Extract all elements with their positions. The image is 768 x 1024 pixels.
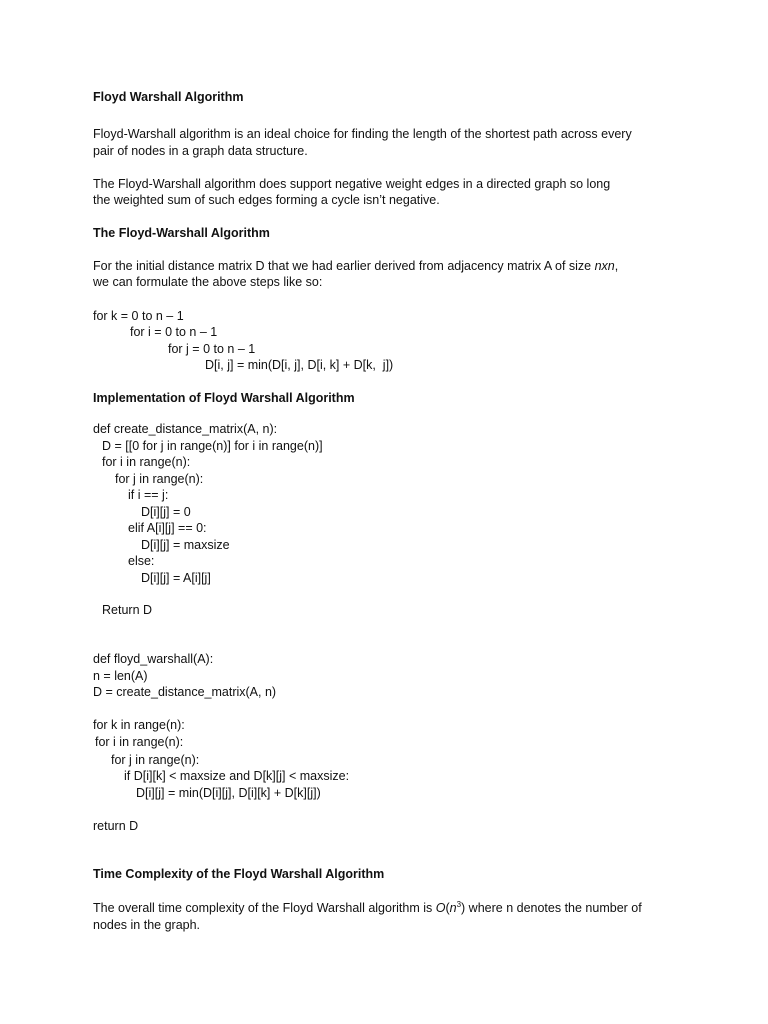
section1-line-1-comma: , [614, 259, 619, 273]
code-line: elif A[i][j] == 0: [128, 521, 207, 535]
code-line: D = create_distance_matrix(A, n) [93, 685, 277, 699]
code-line: n = len(A) [93, 669, 148, 683]
complexity-n: n [449, 901, 457, 915]
code-line: if D[i][k] < maxsize and D[k][j] < maxsize: [124, 769, 350, 783]
pseudocode-line: D[i, j] = min(D[i, j], D[i, k] + D[k, j]) [205, 358, 394, 372]
code-line: for i in range(n): [95, 735, 184, 749]
code-line: def floyd_warshall(A): [93, 652, 214, 666]
intro-paragraph-1-line-1: Floyd-Warshall algorithm is an ideal choice for finding the length of the shortest path across every [93, 127, 632, 141]
section1-matrix-size: nxn [594, 259, 615, 273]
intro-paragraph-2-line-1: The Floyd-Warshall algorithm does support negative weight edges in a directed graph so long [93, 177, 611, 191]
code-line: D = [[0 for j in range(n)] for i in range(n)] [102, 439, 323, 453]
pseudocode-line: for k = 0 to n – 1 [93, 309, 184, 323]
code-line: def create_distance_matrix(A, n): [93, 422, 278, 436]
complexity-text: The overall time complexity of the Floyd Warshall algorithm is [93, 901, 436, 915]
code-line: return D [93, 819, 139, 833]
section1-line-2: we can formulate the above steps like so: [93, 275, 323, 289]
paren-close: ) [461, 901, 466, 915]
intro-paragraph-1-line-2: pair of nodes in a graph data structure. [93, 144, 308, 158]
section1-line-1-text: For the initial distance matrix D that we had earlier derived from adjacency matrix A of size [93, 259, 595, 273]
code-line: D[i][j] = maxsize [141, 538, 230, 552]
pseudocode-line: for i = 0 to n – 1 [130, 325, 218, 339]
code-line: for k in range(n): [93, 718, 185, 732]
intro-paragraph-2-line-2: the weighted sum of such edges forming a cycle isn’t negative. [93, 193, 440, 207]
code-line: D[i][j] = 0 [141, 505, 191, 519]
complexity-text-rest: where n denotes the number of [465, 901, 642, 915]
section1-line-1 [93, 258, 618, 274]
code-line: D[i][j] = A[i][j] [141, 571, 211, 585]
complexity-line-1 [93, 900, 642, 916]
code-line: for j in range(n): [115, 472, 204, 486]
complexity-line-2: nodes in the graph. [93, 918, 201, 932]
code-line: for j in range(n): [111, 753, 200, 767]
complexity-exponent: 3 [456, 899, 462, 909]
section-heading-implementation: Implementation of Floyd Warshall Algorithm [93, 391, 355, 405]
code-line: Return D [102, 603, 153, 617]
code-line: for i in range(n): [102, 455, 191, 469]
code-line: if i == j: [128, 488, 169, 502]
section-heading-time-complexity: Time Complexity of the Floyd Warshall Algorithm [93, 867, 385, 881]
document-title: Floyd Warshall Algorithm [93, 90, 244, 104]
section-heading-algorithm: The Floyd-Warshall Algorithm [93, 226, 270, 240]
pseudocode-line: for j = 0 to n – 1 [168, 342, 256, 356]
code-line: else: [128, 554, 155, 568]
big-o: O [435, 901, 446, 915]
code-line: D[i][j] = min(D[i][j], D[i][k] + D[k][j]) [136, 786, 321, 800]
paren-open: ( [445, 901, 450, 915]
